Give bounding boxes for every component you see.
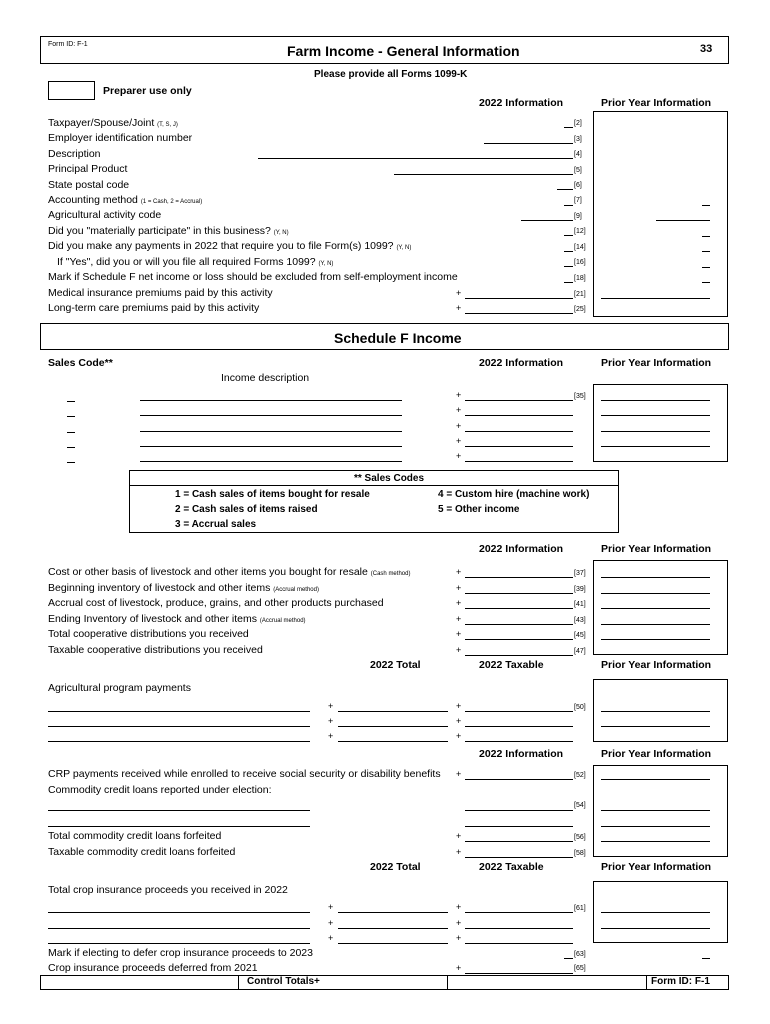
- sales-code-2: 2 = Cash sales of items raised: [175, 504, 318, 515]
- ref-50: [50]: [574, 704, 586, 711]
- ref-37: [37]: [574, 570, 586, 577]
- col-header-current: 2022 Information: [479, 543, 564, 555]
- description-label: Description: [48, 148, 101, 160]
- sales-amount-field[interactable]: [465, 431, 573, 432]
- sales-code-4: 4 = Custom hire (machine work): [438, 489, 590, 500]
- ag-program-description-field[interactable]: [48, 711, 310, 712]
- taxpayer-field[interactable]: [564, 127, 573, 128]
- page-number: 33: [700, 43, 713, 55]
- sales-code-field[interactable]: [67, 447, 75, 448]
- footer-bar: [40, 975, 729, 990]
- total-coop-prior-field[interactable]: [601, 639, 710, 640]
- col-header-taxable: 2022 Taxable: [479, 861, 544, 873]
- ref-63: [63]: [574, 951, 586, 958]
- sales-prior-field[interactable]: [601, 400, 710, 401]
- ref-12: [12]: [574, 228, 586, 235]
- ref-65: [65]: [574, 965, 586, 972]
- plus-sign: +: [456, 405, 462, 415]
- taxable-forfeited-field[interactable]: [465, 857, 573, 858]
- income-description-field[interactable]: [140, 400, 402, 401]
- ltc-field[interactable]: [465, 313, 573, 314]
- ref-9: [9]: [574, 213, 582, 220]
- materially-field[interactable]: [564, 235, 573, 236]
- crp-payments-field[interactable]: [465, 779, 573, 780]
- income-description-field[interactable]: [140, 415, 402, 416]
- prior-year-box-general: [593, 111, 728, 317]
- commodity-loans-description-field[interactable]: [48, 826, 310, 827]
- total-coop-field[interactable]: [465, 639, 573, 640]
- plus-sign: +: [456, 769, 462, 779]
- crop-prior-field[interactable]: [601, 912, 710, 913]
- plus-sign: +: [456, 436, 462, 446]
- ag-program-taxable-field[interactable]: [465, 741, 573, 742]
- plus-sign: +: [328, 933, 334, 943]
- prior-year-box-sales: [593, 384, 728, 462]
- plus-sign: +: [456, 645, 462, 655]
- ref-21: [21]: [574, 291, 586, 298]
- preparer-label: Preparer use only: [103, 85, 192, 97]
- plus-sign: +: [456, 731, 462, 741]
- payments-field[interactable]: [564, 251, 573, 252]
- plus-sign: +: [456, 847, 462, 857]
- if-yes-field[interactable]: [564, 266, 573, 267]
- plus-sign: +: [456, 918, 462, 928]
- ref-5: [5]: [574, 167, 582, 174]
- crop-description-field[interactable]: [48, 928, 310, 929]
- accrual-cost-label: Accrual cost of livestock, produce, grains, and other products purchased: [48, 597, 384, 609]
- sales-code-field[interactable]: [67, 462, 75, 463]
- plus-sign: +: [456, 614, 462, 624]
- ending-inventory-label: Ending Inventory of livestock and other items (Accrual method): [48, 613, 306, 625]
- crop-taxable-field[interactable]: [465, 912, 573, 913]
- commodity-loans-label: Commodity credit loans reported under election:: [48, 784, 272, 796]
- income-description-field[interactable]: [140, 431, 402, 432]
- col-header-prior: Prior Year Information: [601, 543, 712, 555]
- mark-defer-prior-field[interactable]: [702, 958, 710, 959]
- ein-label: Employer identification number: [48, 132, 193, 144]
- sales-prior-field[interactable]: [601, 415, 710, 416]
- ref-6: [6]: [574, 182, 582, 189]
- col-header-prior: Prior Year Information: [601, 97, 712, 109]
- materially-prior-field[interactable]: [702, 236, 710, 237]
- ref-18: [18]: [574, 275, 586, 282]
- ending-inventory-prior-field[interactable]: [601, 624, 710, 625]
- total-forfeited-prior-field[interactable]: [601, 841, 710, 842]
- principal-product-field[interactable]: [394, 174, 573, 175]
- commodity-loans-field[interactable]: [465, 810, 573, 811]
- crop-total-field[interactable]: [338, 928, 448, 929]
- commodity-loans-prior-field[interactable]: [601, 826, 710, 827]
- medical-label: Medical insurance premiums paid by this activity: [48, 287, 273, 299]
- plus-sign: +: [328, 918, 334, 928]
- crop-total-field[interactable]: [338, 912, 448, 913]
- ref-39: [39]: [574, 586, 586, 593]
- plus-sign: +: [456, 288, 462, 298]
- plus-sign: +: [456, 716, 462, 726]
- schedule-f-mark-label: Mark if Schedule F net income or loss should be excluded from self-employment income: [48, 271, 458, 283]
- sales-code-field[interactable]: [67, 401, 75, 402]
- plus-sign: +: [328, 701, 334, 711]
- ltc-label: Long-term care premiums paid by this activity: [48, 302, 260, 314]
- sales-amount-field[interactable]: [465, 415, 573, 416]
- ag-program-taxable-field[interactable]: [465, 726, 573, 727]
- income-description-field[interactable]: [140, 446, 402, 447]
- ref-41: [41]: [574, 601, 586, 608]
- schedule-f-mark-prior-field[interactable]: [702, 282, 710, 283]
- sales-prior-field[interactable]: [601, 446, 710, 447]
- total-forfeited-label: Total commodity credit loans forfeited: [48, 830, 222, 842]
- activity-code-prior-field[interactable]: [656, 220, 710, 221]
- sales-code-header: Sales Code**: [48, 357, 113, 369]
- footer-divider: [646, 975, 647, 990]
- ref-2: [2]: [574, 120, 582, 127]
- col-header-prior: Prior Year Information: [601, 748, 712, 760]
- taxpayer-label: Taxpayer/Spouse/Joint (T, S, J): [48, 117, 178, 129]
- ref-35: [35]: [574, 393, 586, 400]
- income-description-header: Income description: [221, 372, 310, 384]
- sales-code-1: 1 = Cash sales of items bought for resale: [175, 489, 370, 500]
- medical-field[interactable]: [465, 298, 573, 299]
- payments-prior-field[interactable]: [702, 251, 710, 252]
- plus-sign: +: [456, 451, 462, 461]
- mark-defer-field[interactable]: [564, 958, 573, 959]
- plus-sign: +: [456, 421, 462, 431]
- sales-amount-field[interactable]: [465, 400, 573, 401]
- crp-payments-prior-field[interactable]: [601, 779, 710, 780]
- payments-label: Did you make any payments in 2022 that require you to file Form(s) 1099? (Y, N): [48, 240, 412, 252]
- col-header-total: 2022 Total: [370, 659, 421, 671]
- ag-program-total-field[interactable]: [338, 711, 448, 712]
- legend-divider: [129, 485, 619, 486]
- plus-sign: +: [328, 731, 334, 741]
- schedule-f-mark-field[interactable]: [564, 282, 573, 283]
- crp-payments-label: CRP payments received while enrolled to receive social security or disability benefits: [48, 768, 441, 780]
- sales-code-5: 5 = Other income: [438, 504, 520, 515]
- mark-defer-label: Mark if electing to defer crop insurance proceeds to 2023: [48, 947, 313, 959]
- col-header-prior: Prior Year Information: [601, 659, 712, 671]
- ag-program-description-field[interactable]: [48, 726, 310, 727]
- col-header-prior: Prior Year Information: [601, 357, 712, 369]
- sales-codes-title: ** Sales Codes: [354, 473, 425, 484]
- state-code-label: State postal code: [48, 179, 130, 191]
- activity-code-field[interactable]: [521, 220, 573, 221]
- ref-56: [56]: [574, 834, 586, 841]
- ag-program-prior-field[interactable]: [601, 711, 710, 712]
- beginning-inventory-prior-field[interactable]: [601, 593, 710, 594]
- col-header-current: 2022 Information: [479, 97, 564, 109]
- ag-program-total-field[interactable]: [338, 741, 448, 742]
- accrual-cost-field[interactable]: [465, 608, 573, 609]
- schedule-f-title: Schedule F Income: [334, 330, 462, 346]
- form-id-label: Form ID: F-1: [48, 41, 88, 48]
- ag-program-label: Agricultural program payments: [48, 682, 191, 694]
- plus-sign: +: [456, 963, 462, 973]
- principal-product-label: Principal Product: [48, 163, 128, 175]
- page-subtitle: Please provide all Forms 1099-K: [314, 69, 468, 80]
- deferred-2021-label: Crop insurance proceeds deferred from 2021: [48, 962, 258, 974]
- commodity-loans-field[interactable]: [465, 826, 573, 827]
- ag-program-taxable-field[interactable]: [465, 711, 573, 712]
- plus-sign: +: [328, 716, 334, 726]
- ref-16: [16]: [574, 259, 586, 266]
- sales-amount-field[interactable]: [465, 446, 573, 447]
- taxable-forfeited-label: Taxable commodity credit loans forfeited: [48, 846, 236, 858]
- footer-divider: [238, 975, 239, 990]
- plus-sign: +: [456, 831, 462, 841]
- total-coop-label: Total cooperative distributions you received: [48, 628, 249, 640]
- taxable-coop-field[interactable]: [465, 655, 573, 656]
- commodity-loans-prior-field[interactable]: [601, 810, 710, 811]
- ref-45: [45]: [574, 632, 586, 639]
- footer-divider: [447, 975, 448, 990]
- medical-prior-field[interactable]: [601, 298, 710, 299]
- total-forfeited-field[interactable]: [465, 841, 573, 842]
- col-header-total: 2022 Total: [370, 861, 421, 873]
- crop-prior-field[interactable]: [601, 928, 710, 929]
- crop-taxable-field[interactable]: [465, 943, 573, 944]
- activity-code-label: Agricultural activity code: [48, 209, 162, 221]
- plus-sign: +: [456, 390, 462, 400]
- ref-52: [52]: [574, 772, 586, 779]
- crop-description-field[interactable]: [48, 943, 310, 944]
- ref-43: [43]: [574, 617, 586, 624]
- income-description-field[interactable]: [140, 461, 402, 462]
- commodity-loans-description-field[interactable]: [48, 810, 310, 811]
- ref-61: [61]: [574, 905, 586, 912]
- crop-total-field[interactable]: [338, 943, 448, 944]
- crop-insurance-label: Total crop insurance proceeds you received in 2022: [48, 884, 288, 896]
- state-code-field[interactable]: [557, 189, 573, 190]
- sales-code-field[interactable]: [67, 416, 75, 417]
- crop-taxable-field[interactable]: [465, 928, 573, 929]
- ref-14: [14]: [574, 244, 586, 251]
- ag-program-prior-field[interactable]: [601, 726, 710, 727]
- beginning-inventory-field[interactable]: [465, 593, 573, 594]
- ref-7: [7]: [574, 197, 582, 204]
- ref-58: [58]: [574, 850, 586, 857]
- plus-sign: +: [456, 567, 462, 577]
- deferred-2021-field[interactable]: [465, 973, 573, 974]
- ref-54: [54]: [574, 802, 586, 809]
- accounting-field[interactable]: [564, 205, 573, 206]
- footer-form-id: Form ID: F-1: [651, 976, 710, 987]
- ref-4: [4]: [574, 151, 582, 158]
- plus-sign: +: [456, 583, 462, 593]
- ag-program-total-field[interactable]: [338, 726, 448, 727]
- description-field[interactable]: [258, 158, 573, 159]
- plus-sign: +: [456, 598, 462, 608]
- taxable-coop-label: Taxable cooperative distributions you received: [48, 644, 263, 656]
- col-header-prior: Prior Year Information: [601, 861, 712, 873]
- accrual-cost-prior-field[interactable]: [601, 608, 710, 609]
- sales-amount-field[interactable]: [465, 461, 573, 462]
- plus-sign: +: [456, 629, 462, 639]
- if-yes-prior-field[interactable]: [702, 267, 710, 268]
- sales-code-field[interactable]: [67, 432, 75, 433]
- plus-sign: +: [456, 902, 462, 912]
- ref-3: [3]: [574, 136, 582, 143]
- plus-sign: +: [456, 701, 462, 711]
- crop-description-field[interactable]: [48, 912, 310, 913]
- ref-25: [25]: [574, 306, 586, 313]
- col-header-current: 2022 Information: [479, 748, 564, 760]
- cost-basis-label: Cost or other basis of livestock and other items you bought for resale (Cash method): [48, 566, 411, 578]
- accounting-label: Accounting method (1 = Cash, 2 = Accrual): [48, 194, 203, 206]
- ref-47: [47]: [574, 648, 586, 655]
- ag-program-description-field[interactable]: [48, 741, 310, 742]
- sales-code-3: 3 = Accrual sales: [175, 519, 257, 530]
- col-header-current: 2022 Information: [479, 357, 564, 369]
- ein-field[interactable]: [484, 143, 573, 144]
- cost-basis-field[interactable]: [465, 577, 573, 578]
- page-title: Farm Income - General Information: [287, 43, 520, 59]
- plus-sign: +: [328, 902, 334, 912]
- cost-basis-prior-field[interactable]: [601, 577, 710, 578]
- control-totals-label: Control Totals+: [247, 976, 320, 987]
- plus-sign: +: [456, 303, 462, 313]
- plus-sign: +: [456, 933, 462, 943]
- if-yes-label: If "Yes", did you or will you file all required Forms 1099? (Y, N): [57, 256, 334, 268]
- materially-label: Did you "materially participate" in this business? (Y, N): [48, 225, 289, 237]
- accounting-prior-field[interactable]: [702, 205, 710, 206]
- beginning-inventory-label: Beginning inventory of livestock and other items (Accrual method): [48, 582, 319, 594]
- ending-inventory-field[interactable]: [465, 624, 573, 625]
- sales-prior-field[interactable]: [601, 431, 710, 432]
- preparer-checkbox[interactable]: [48, 81, 95, 100]
- col-header-taxable: 2022 Taxable: [479, 659, 544, 671]
